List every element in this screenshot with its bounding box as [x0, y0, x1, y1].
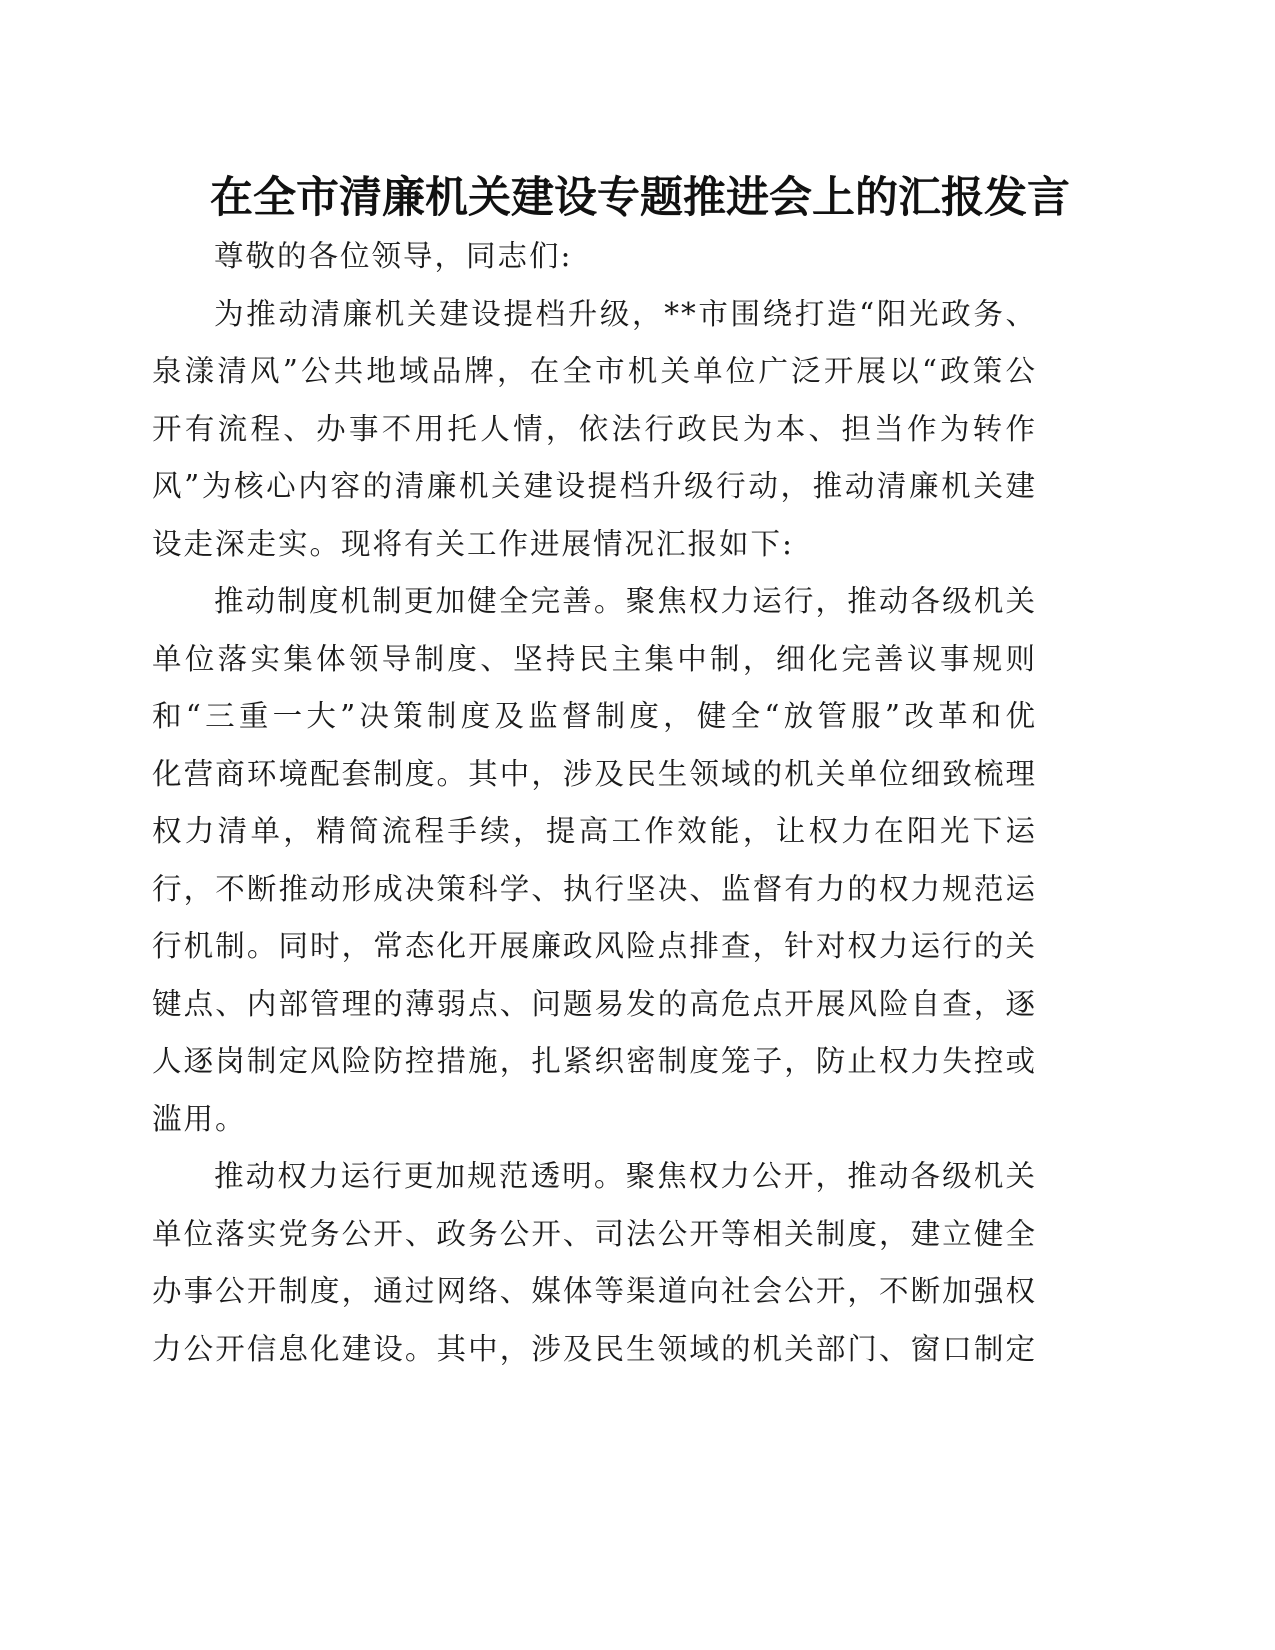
body-line: 尊敬的各位领导，同志们:: [214, 239, 573, 273]
body-line: 单位落实党务公开、政务公开、司法公开等相关制度，建立健全: [152, 1216, 1037, 1251]
body-line: 和“三重一大”决策制度及监督制度，健全“放管服”改革和优: [152, 699, 1037, 733]
document-title: 在全市清廉机关建设专题推进会上的汇报发言: [210, 173, 1070, 223]
body-line: 办事公开制度，通过网络、媒体等渠道向社会公开，不断加强权: [152, 1274, 1037, 1308]
body-line: 风”为核心内容的清廉机关建设提档升级行动，推动清廉机关建: [152, 469, 1037, 503]
body-line: 化营商环境配套制度。其中，涉及民生领域的机关单位细致梳理: [152, 756, 1037, 791]
body-line: 力公开信息化建设。其中，涉及民生领域的机关部门、窗口制定: [152, 1331, 1037, 1366]
body-line: 人逐岗制定风险防控措施，扎紧织密制度笼子，防止权力失控或: [152, 1044, 1037, 1078]
body-line: 泉漾清风”公共地域品牌，在全市机关单位广泛开展以“政策公: [152, 354, 1037, 388]
body-line: 开有流程、办事不用托人情，依法行政民为本、担当作为转作: [152, 411, 1037, 446]
body-line: 推动制度机制更加健全完善。聚焦权力运行，推动各级机关: [214, 584, 1037, 618]
body-line: 设走深走实。现将有关工作进展情况汇报如下:: [152, 526, 794, 561]
body-line: 滥用。: [152, 1101, 247, 1136]
body-line: 键点、内部管理的薄弱点、问题易发的高危点开展风险自查，逐: [152, 986, 1037, 1021]
body-line: 行机制。同时，常态化开展廉政风险点排查，针对权力运行的关: [152, 929, 1037, 963]
body-line: 推动权力运行更加规范透明。聚焦权力公开，推动各级机关: [214, 1159, 1037, 1193]
body-line: 权力清单，精简流程手续，提高工作效能，让权力在阳光下运: [152, 814, 1037, 848]
body-line: 行，不断推动形成决策科学、执行坚决、监督有力的权力规范运: [152, 871, 1037, 906]
body-line: 单位落实集体领导制度、坚持民主集中制，细化完善议事规则: [152, 641, 1037, 676]
document-body: [152, 228, 1037, 1378]
body-line: 为推动清廉机关建设提档升级，**市围绕打造“阳光政务、: [214, 296, 1037, 331]
